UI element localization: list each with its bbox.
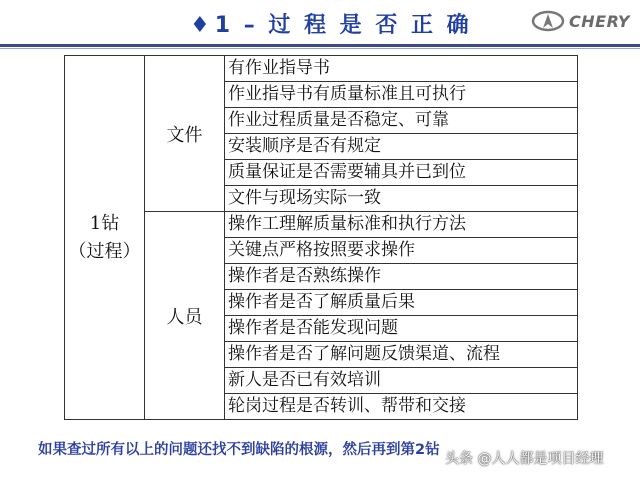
group-cell-documents: 文件 <box>145 56 225 212</box>
checklist-item: 关键点严格按照要求操作 <box>225 238 578 264</box>
page-title-text: 1 – 过 程 是 否 正 确 <box>214 13 472 38</box>
page-title <box>190 8 472 39</box>
header-divider <box>0 44 640 47</box>
checklist-item: 操作者是否能发现问题 <box>225 316 578 342</box>
chery-logo <box>531 10 630 32</box>
checklist-item: 安装顺序是否有规定 <box>225 134 578 160</box>
checklist-table <box>64 55 578 420</box>
category-cell <box>65 56 145 420</box>
checklist-item: 作业过程质量是否稳定、可靠 <box>225 108 578 134</box>
checklist-item: 作业指导书有质量标准且可执行 <box>225 82 578 108</box>
logo-text: CHERY <box>569 11 630 31</box>
header <box>0 0 640 50</box>
checklist-item: 操作者是否熟练操作 <box>225 264 578 290</box>
group-cell-personnel: 人员 <box>145 212 225 420</box>
checklist-item: 操作者是否了解问题反馈渠道、流程 <box>225 342 578 368</box>
checklist-item: 新人是否已有效培训 <box>225 368 578 394</box>
table-row <box>65 56 578 82</box>
checklist-item: 有作业指导书 <box>225 56 578 82</box>
chery-emblem-icon <box>531 10 565 32</box>
diamond-bullet-icon: ♦ <box>190 13 213 38</box>
header-divider-thin <box>0 48 640 49</box>
checklist-item: 操作工理解质量标准和执行方法 <box>225 212 578 238</box>
footer-note: 如果查过所有以上的问题还找不到缺陷的根源，然后再到第2钻 <box>38 442 440 458</box>
watermark: 头条 @人人都是项目经理 <box>445 451 604 467</box>
checklist-item: 操作者是否了解质量后果 <box>225 290 578 316</box>
checklist-item: 质量保证是否需要辅具并已到位 <box>225 160 578 186</box>
checklist-item: 文件与现场实际一致 <box>225 186 578 212</box>
category-label-2: （过程） <box>68 240 141 262</box>
category-label-1: 1钻 <box>89 212 120 234</box>
checklist-item: 轮岗过程是否转训、帮带和交接 <box>225 394 578 420</box>
